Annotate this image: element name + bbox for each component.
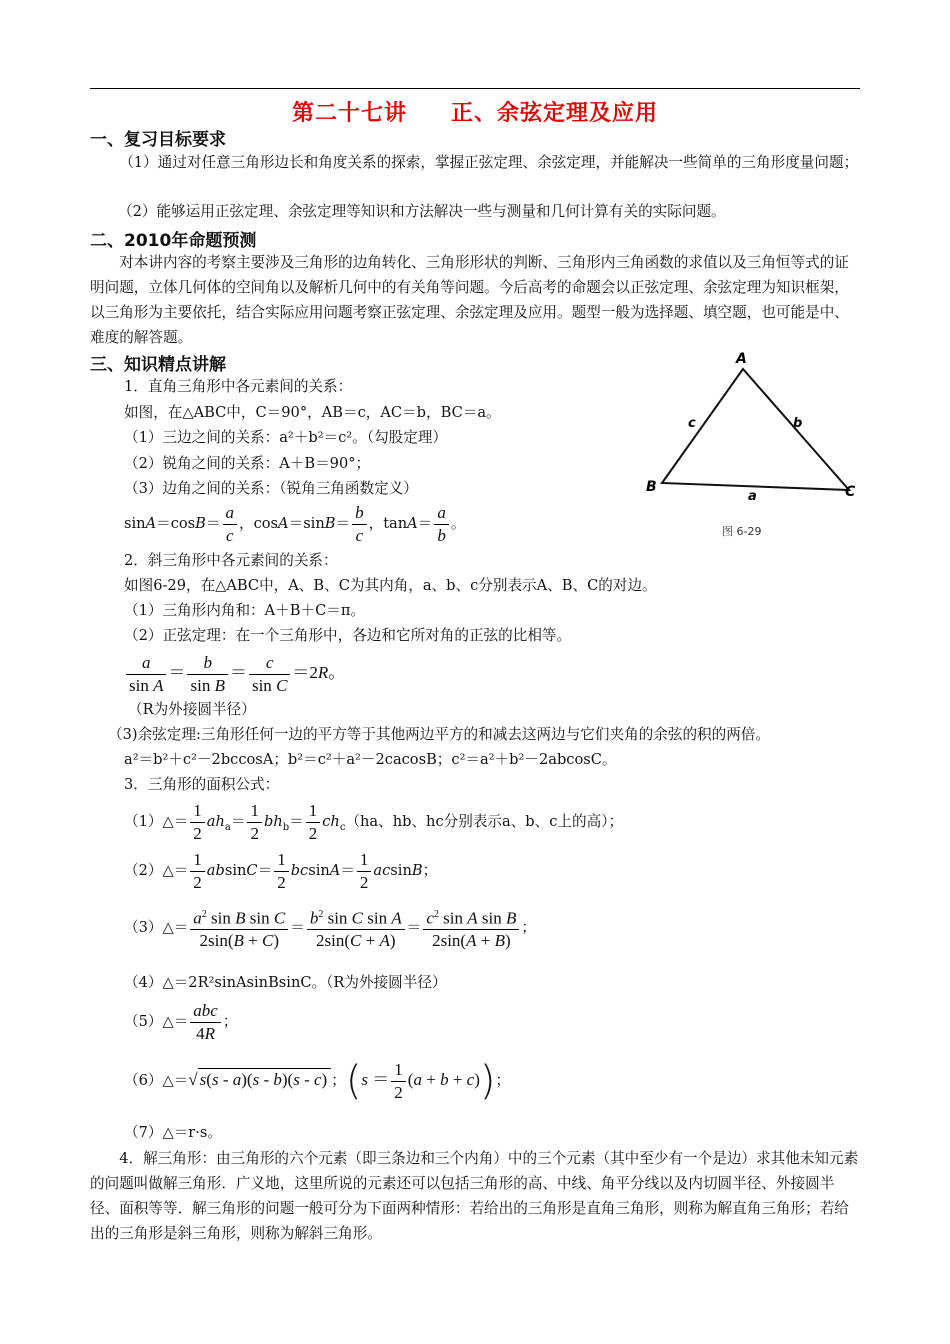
section1-p2: （2）能够运用正弦定理、余弦定理等知识和方法解决一些与测量和几何计算有关的实际问题。 <box>118 203 726 220</box>
area1-note: （ha、hb、hc分别表示a、b、c上的高）； <box>345 813 624 830</box>
section1-heading: 一、复习目标要求 <box>90 130 226 150</box>
item1-sub2: （2）锐角之间的关系：A＋B＝90°； <box>124 455 371 472</box>
item3-title: 3．三角形的面积公式： <box>124 776 280 793</box>
vertex-B-label: B <box>646 479 657 495</box>
area-formula-2: （2）△＝ $\frac{1}{2}$ absinC＝ $\frac{1}{2}$ bcsinA＝ $\frac{1}{2}$ acsinB； <box>124 849 438 892</box>
side-c-label: c <box>688 416 696 431</box>
side-b-label: b <box>793 416 803 431</box>
section1-p1: （1）通过对任意三角形边长和角度关系的探索，掌握正弦定理、余弦定理，并能解决一些简单的三角形度量问题； <box>119 154 859 171</box>
page-title <box>0 96 950 127</box>
area-formula-3: （3）△＝ $\frac{a^2 \sin B \sin C}{2\sin(B + C)}$ ＝ $\frac{b^2 \sin C \sin A}{2\sin(C + A)}$ ＝ $\frac{c^2 \sin A \sin B}{2\sin(A + B)}$ ； <box>124 900 536 956</box>
item2-sub2: （2）正弦定理：在一个三角形中，各边和它所对角的正弦的比相等。 <box>124 627 572 644</box>
item1-title: 1．直角三角形中各元素间的关系： <box>124 378 353 395</box>
header-rule <box>90 88 860 89</box>
area-formula-1: （1）△＝ $\frac{1}{2}$ $ah_a=$ $\frac{1}{2}$ $bh_b=$ $\frac{1}{2}$ $ch_c(ha$、hb、hc分别表示a、b、c上的高）； <box>124 800 624 843</box>
figure-caption: 图 6-29 <box>722 525 762 538</box>
item4-paragraph: 4．解三角形：由三角形的六个元素（即三条边和三个内角）中的三个元素（其中至少有一个是边）求其他未知元素的问题叫做解三角形．广义地，这里所说的元素还可以包括三角形的高、中线、角平分线以及内切圆半径、外接圆半径、面积等等．解三角形的问题一般可分为下面两种情形：若给出的三角形是直角三角形，则称为解直角三角形；若给出的三角形是斜三角形，则称为解斜三角形。 <box>90 1150 859 1242</box>
title-topic: 正、余弦定理及应用 <box>451 101 659 126</box>
item2-title: 2．斜三角形中各元素间的关系： <box>124 552 338 569</box>
vertex-A-label: A <box>736 351 747 367</box>
sine-law-formula: $\frac{a}{\text{sin A}}$ ＝ $\frac{b}{\text{sin B}}$ ＝ $\frac{c}{\text{sin C}}$ ＝2R。 <box>124 648 345 698</box>
section2-heading: 二、2010年命题预测 <box>90 231 257 251</box>
item1-intro: 如图，在△ABC中，C＝90°，AB＝c，AC＝b，BC＝a。 <box>124 404 501 421</box>
item2-radius-note: （R为外接圆半径） <box>128 701 256 718</box>
area-formula-7: （7）△＝r·s。 <box>124 1124 222 1141</box>
item2-sub1: （1）三角形内角和：A＋B＋C＝π。 <box>124 602 366 619</box>
item2-sub3: （3)余弦定理:三角形任何一边的平方等于其他两边平方的和减去这两边与它们夹角的余弦的积的两倍。 <box>108 726 771 743</box>
trig-definitions: sinA＝cosB＝ $\frac{a}{c}$ ，cosA＝sinB＝ $\frac{b}{c}$ ，tanA＝ $\frac{a}{b}$ 。 <box>124 502 466 545</box>
vertex-C-label: C <box>845 484 856 500</box>
area-formula-6: （6）△＝√ s(s - a)(s - b)(s - c) ；(s ＝ $\frac{1}{2}$ (a + b + c))； <box>124 1058 511 1104</box>
section3-heading: 三、知识精点讲解 <box>90 355 226 375</box>
item2-intro: 如图6-29，在△ABC中，A、B、C为其内角，a、b、c分别表示A、B、C的对边。 <box>124 577 657 594</box>
area-formula-4: （4）△＝2R²sinAsinBsinC。（R为外接圆半径） <box>124 974 447 991</box>
item1-sub1: （1）三边之间的关系：a²＋b²＝c²。（勾股定理） <box>124 429 448 446</box>
triangle-figure <box>640 345 870 545</box>
title-lecture: 第二十七讲 <box>291 101 407 126</box>
section2-p1: 对本讲内容的考察主要涉及三角形的边角转化、三角形形状的判断、三角形内三角函数的求值以及三角恒等式的证明问题，立体几何体的空间角以及解析几何中的有关角等问题。今后高考的命题会以正弦定理、余弦定理为知识框架，以三角形为主要依托，结合实际应用问题考察正弦定理、余弦定理及应用。题型一般为选择题、填空题，也可能是中、难度的解答题。 <box>90 254 849 346</box>
item1-sub3: （3）边角之间的关系：（锐角三角函数定义） <box>124 480 418 497</box>
side-a-label: a <box>748 489 757 504</box>
cosine-law-formula: a²＝b²＋c²－2bccosA；b²＝c²＋a²－2cacosB；c²＝a²＋b²－2abcosC。 <box>124 751 617 768</box>
area-formula-5: （5）△＝ $\frac{\text{abc}}{4R}$ ； <box>124 1000 238 1043</box>
